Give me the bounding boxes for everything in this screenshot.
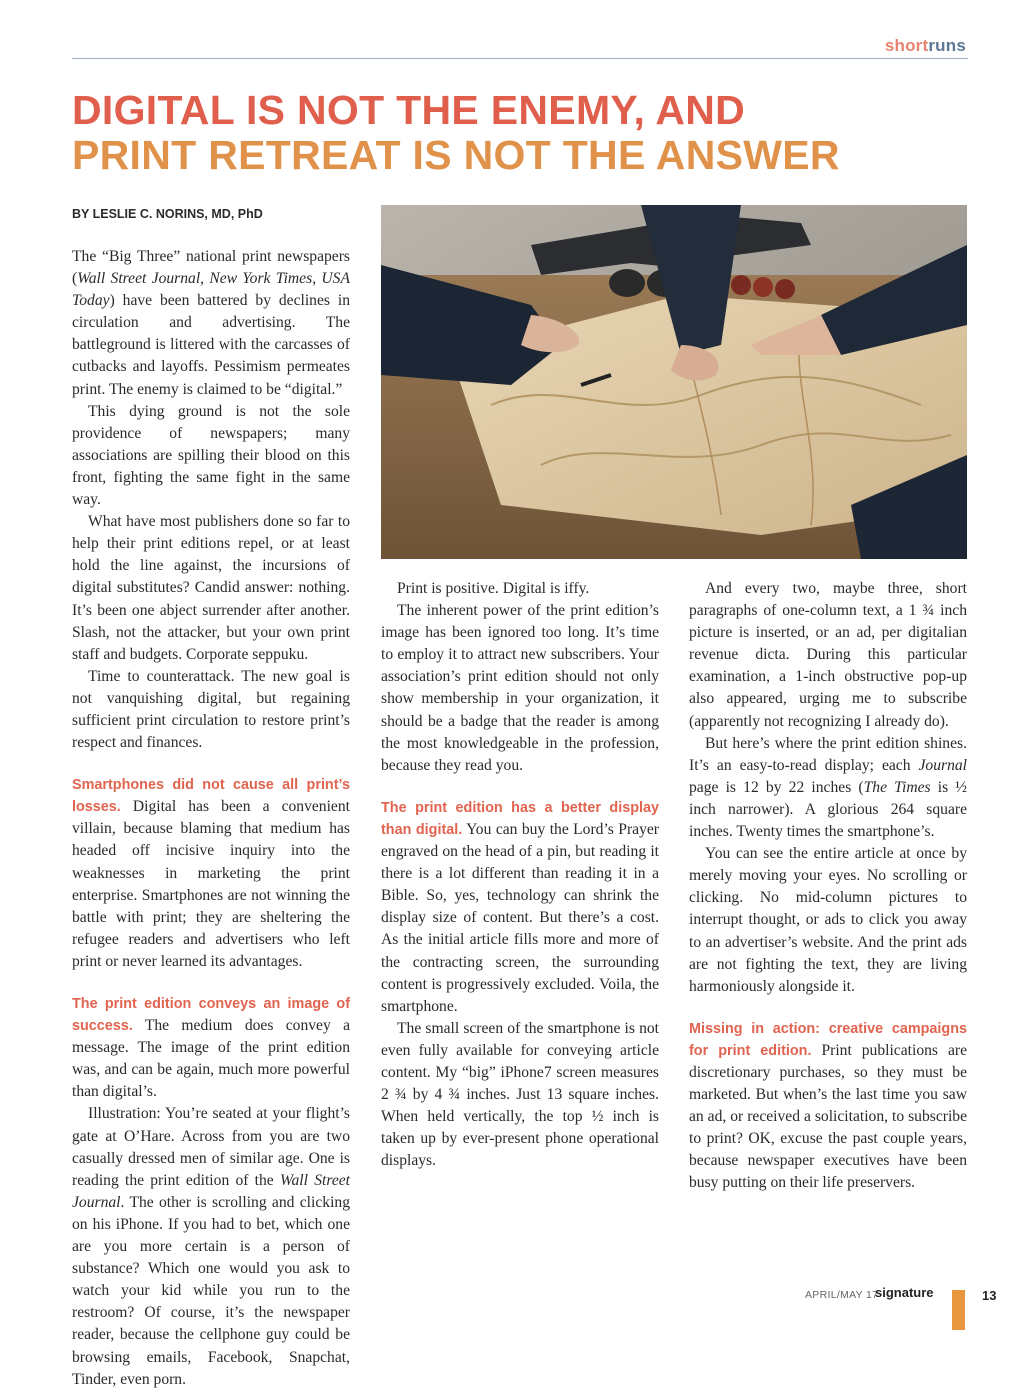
subhead-better-display: The print edition has a better display than digital. — [381, 799, 659, 838]
header-rule — [72, 58, 968, 59]
headline-line-2: PRINT RETREAT IS NOT THE ANSWER — [72, 132, 840, 178]
paragraph-subsection: Smartphones did not cause all print’s losses. Digital has been a convenient villain, because blaming that medium has headed off incisive inquiry into the weaknesses in marketing the print enterprise. Smartphones are not winning the battle with print; they are sheltering the refugee readers and advertisers who left print or never learned its advantages. — [72, 777, 350, 970]
section-tag-runs: runs — [928, 36, 966, 55]
footer-accent-bar — [952, 1290, 965, 1330]
paragraph-subsection: The print edition conveys an image of success. The medium does convey a message. The image of the print edition was, and can be again, much more powerful than digital’s. — [72, 996, 350, 1101]
paragraph-subsection: Missing in action: creative campaigns for print edition. Print publications are discretionary purchases, so they must be marketed. But when’s the last time you saw an ad, or received a solicitation, to subscribe to print? OK, excuse the past couple years, because newspaper executives have been busy putting on their life preservers. — [689, 1020, 967, 1192]
footer-magazine-name: signature — [875, 1285, 934, 1300]
paragraph: What have most publishers done so far to help their print editions repel, or at least hold the line against, the incursions of digital substitutes? Candid answer: nothing. It’s been one abject surrender after another. Slash, not the attacker, but your own print staff and budgets. Corporate seppuku. — [72, 513, 350, 663]
footer-date: APRIL/MAY 17 — [805, 1289, 879, 1301]
paragraph: The inherent power of the print edition’s image has been ignored too long. It’s time to employ it to attract new subscribers. Your association’s print edition should not only show membership in your organization, it should be a badge that the reader is among the most knowledgeable in the profession, because they read you. — [381, 602, 659, 774]
headline — [72, 88, 972, 178]
paragraph: This dying ground is not the sole providence of newspapers; many associations are spilling their blood on this front, fighting the same fight in the same way. — [72, 402, 350, 509]
article-column-3 — [689, 578, 967, 1195]
page-number: 13 — [982, 1288, 997, 1303]
paragraph: And every two, maybe three, short paragraphs of one-column text, a 1 ¾ inch picture is inserted, or an ad, per digitalian revenue dicta. During this particular examination, a 1-inch obstructive pop-up also appeared, urging me to subscribe (apparently not recognizing I already do). — [689, 580, 967, 730]
byline: BY LESLIE C. NORINS, MD, PhD — [72, 207, 263, 221]
paragraph-intro: The “Big Three” national print newspapers (Wall Street Journal, New York Times, USA Today) have been battered by declines in circulation and advertising. The battleground is littered with the carcasses of cutbacks and layoffs. Pessimism permeates print. The enemy is claimed to be “digital.” — [72, 248, 350, 398]
subhead-image-of-success: The print edition conveys an image of success. — [72, 996, 350, 1035]
paragraph: But here’s where the print edition shines. It’s an easy-to-read display; each Journal page is 12 by 22 inches (The Times is ½ inch narrower). A glorious 264 square inches. Twenty times the smartphone’s. — [689, 734, 967, 841]
subhead-smartphones: Smartphones did not cause all print’s losses. — [72, 777, 350, 816]
subhead-missing-in-action: Missing in action: creative campaigns for print edition. — [689, 1020, 967, 1059]
paragraph: Print is positive. Digital is iffy. — [397, 580, 590, 597]
paragraph-subsection: The print edition has a better display than digital. You can buy the Lord’s Prayer engraved on the head of a pin, but reading it there is a lot different than reading it in a Bible. So, yes, technology can shrink the display size of content. But there’s a cost. As the initial article fills more and more of the contracting screen, the surrounding content is progressively excluded. Voila, the smartphone. — [381, 799, 659, 1015]
paragraph: You can see the entire article at once by merely moving your eyes. No scrolling or clicking. No mid-column pictures to interrupt thought, or ads to click you away to an advertiser’s website. And the print ads are not fighting the text, they are living harmoniously alongside it. — [689, 845, 967, 995]
article-column-2 — [381, 578, 659, 1172]
paragraph: Illustration: You’re seated at your flight’s gate at O’Hare. Across from you are two casually dressed men of similar age. One is reading the print edition of the Wall Street Journal. The other is scrolling and clicking on his iPhone. If you had to bet, which one are you more certain is a person of substance? Which one would you ask to watch your kid while you run to the restroom? Of course, it’s the newspaper reader, because the cellphone guy could be browsing emails, Facebook, Snapchat, Tinder, even porn. — [72, 1105, 350, 1388]
paragraph: The small screen of the smartphone is not even fully available for conveying article content. My “big” iPhone7 screen measures 2 ¾ by 4 ¾ inches. Just 13 square inches. When held vertically, the top ½ inch is taken up by ever-present phone operational displays. — [381, 1019, 659, 1170]
paragraph: Time to counterattack. The new goal is not vanquishing digital, but regaining sufficient print circulation to restore print’s respect and finances. — [72, 667, 350, 752]
photo-map-icon — [381, 205, 967, 559]
section-tag-short: short — [884, 36, 929, 55]
section-tag — [885, 36, 966, 56]
headline-line-1: DIGITAL IS NOT THE ENEMY, AND — [72, 87, 746, 133]
article-column-1 — [72, 246, 350, 1391]
